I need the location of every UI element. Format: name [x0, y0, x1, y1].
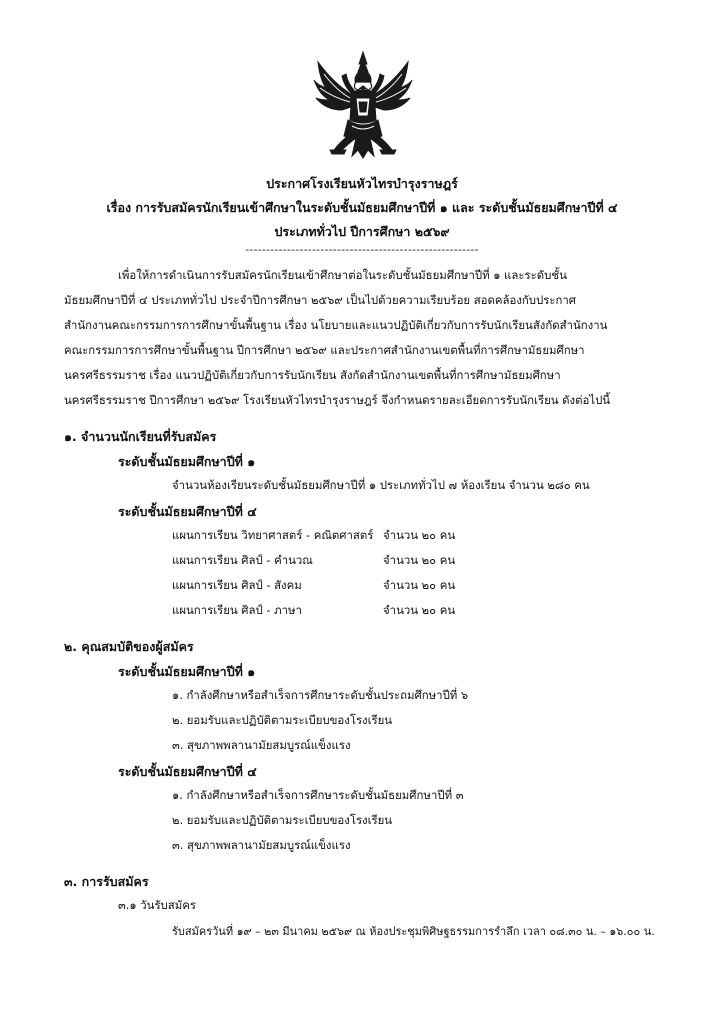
intro-line: นครศรีธรรมราช เรื่อง แนวปฏิบัติเกี่ยวกับการรับนักเรียน สังกัดสำนักงานเขตพื้นที่การศึกษามัธยมศึกษา: [64, 368, 561, 382]
application-dates: รับสมัครวันที่ ๑๙ – ๒๓ มีนาคม ๒๕๖๙ ณ ห้องประชุมพิศิษฐธรรมการรำลึก เวลา ๐๘.๓๐ น. – ๑๖.๐๐ น.: [172, 925, 655, 938]
section3-sub-heading: ๓.๑ วันรับสมัคร: [118, 898, 196, 912]
program-name: แผนการเรียน ศิลป์ - คำนวณ: [172, 553, 313, 567]
intro-line: คณะกรรมการการศึกษาขั้นพื้นฐาน ปีการศึกษา ๒๕๖๙ และประกาศสำนักงานเขตพื้นที่การศึกษามัธยมศึกษา: [64, 343, 585, 357]
qualification-item: ๑. กำลังศึกษาหรือสำเร็จการศึกษาระดับชั้นประถมศึกษาปีที่ ๖: [172, 688, 469, 702]
section1-heading: ๑. จำนวนนักเรียนที่รับสมัคร: [64, 429, 217, 444]
qualification-item: ๒. ยอมรับและปฏิบัติตามระเบียบของโรงเรียน: [172, 813, 393, 827]
announcement-type-year: ประเภททั่วไป ปีการศึกษา ๒๕๖๙: [274, 224, 450, 239]
program-name: แผนการเรียน ศิลป์ - ภาษา: [172, 603, 302, 617]
intro-line: เพื่อให้การดำเนินการรับสมัครนักเรียนเข้าศึกษาต่อในระดับชั้นมัธยมศึกษาปีที่ ๑ และระดับชั้น: [118, 268, 567, 282]
qualification-item: ๒. ยอมรับและปฏิบัติตามระเบียบของโรงเรียน: [172, 713, 393, 727]
section2-m1-heading: ระดับชั้นมัธยมศึกษาปีที่ ๑: [118, 664, 256, 679]
intro-line: สำนักงานคณะกรรมการการศึกษาขั้นพื้นฐาน เรื่อง นโยบายและแนวปฏิบัติเกี่ยวกับการรับนักเรียนสังกัดสำนักงาน: [64, 318, 608, 332]
program-count: จำนวน ๒๐ คน: [383, 603, 456, 617]
program-count: จำนวน ๒๐ คน: [383, 578, 456, 592]
announcement-title: ประกาศโรงเรียนหัวไทรบำรุงราษฎร์: [266, 176, 458, 191]
qualification-item: ๑. กำลังศึกษาหรือสำเร็จการศึกษาระดับชั้นมัธยมศึกษาปีที่ ๓: [172, 788, 464, 802]
intro-line: นครศรีธรรมราช ปีการศึกษา ๒๕๖๙ โรงเรียนหัวไทรบำรุงราษฎร์ จึงกำหนดรายละเอียดการรับนักเรียน ดังต่อไปนี้: [64, 393, 611, 407]
announcement-subject: เรื่อง การรับสมัครนักเรียนเข้าศึกษาในระดับชั้นมัธยมศึกษาปีที่ ๑ และ ระดับชั้นมัธยมศึกษาปีที่ ๔: [106, 200, 618, 215]
section1-m1-heading: ระดับชั้นมัธยมศึกษาปีที่ ๑: [118, 454, 256, 469]
section1-m4-heading: ระดับชั้นมัธยมศึกษาปีที่ ๔: [118, 504, 257, 519]
garuda-emblem-icon: [312, 50, 414, 160]
program-count: จำนวน ๒๐ คน: [383, 553, 456, 567]
section2-heading: ๒. คุณสมบัติของผู้สมัคร: [64, 639, 194, 654]
section1-m1-text: จำนวนห้องเรียนระดับชั้นมัธยมศึกษาปีที่ ๑ ประเภททั่วไป ๗ ห้องเรียน จำนวน ๒๘๐ คน: [172, 478, 590, 492]
program-count: จำนวน ๒๐ คน: [383, 528, 456, 542]
intro-line: มัธยมศึกษาปีที่ ๔ ประเภททั่วไป ประจำปีการศึกษา ๒๕๖๙ เป็นไปด้วยความเรียบร้อย สอดคล้องกับประกาศ: [64, 293, 577, 307]
qualification-item: ๓. สุขภาพพลานามัยสมบูรณ์แข็งแรง: [172, 838, 351, 852]
title-divider: --------------------------------------------------------: [245, 243, 479, 256]
section2-m4-heading: ระดับชั้นมัธยมศึกษาปีที่ ๔: [118, 764, 257, 779]
program-name: แผนการเรียน วิทยาศาสตร์ - คณิตศาสตร์: [172, 528, 374, 542]
qualification-item: ๓. สุขภาพพลานามัยสมบูรณ์แข็งแรง: [172, 738, 351, 752]
program-name: แผนการเรียน ศิลป์ - สังคม: [172, 578, 302, 592]
section3-heading: ๓. การรับสมัคร: [64, 874, 149, 889]
